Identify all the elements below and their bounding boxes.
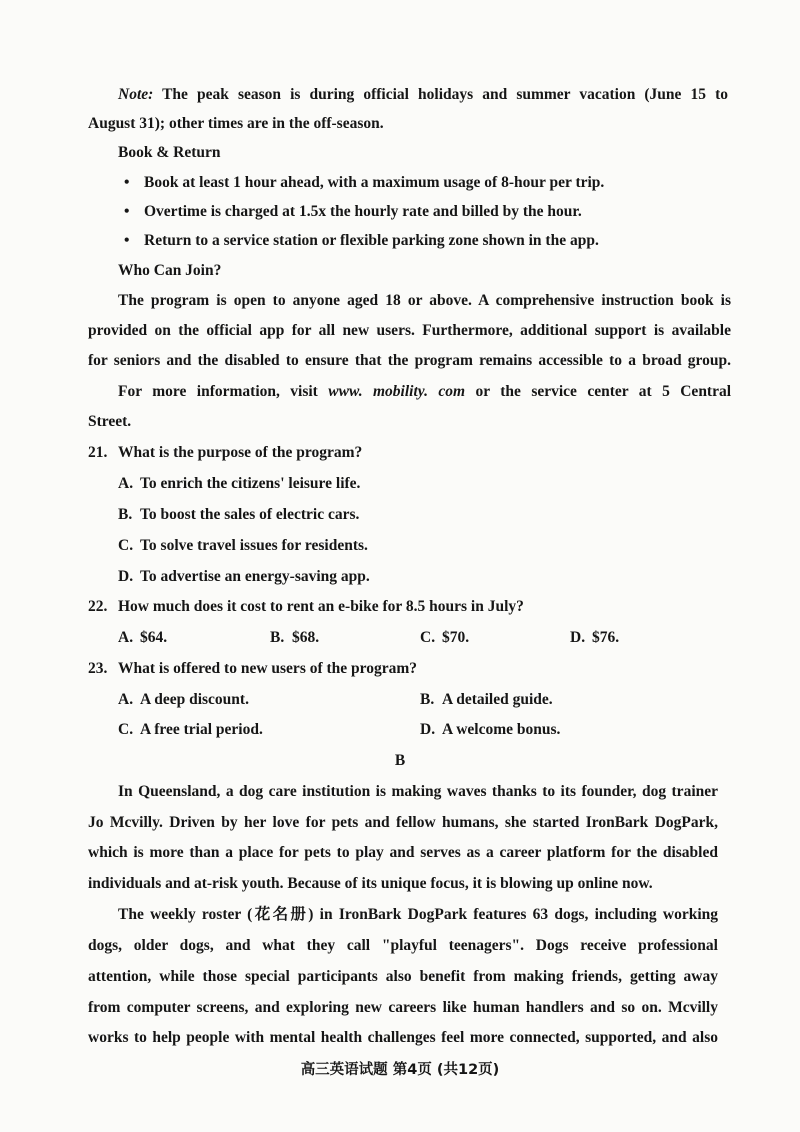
option-21-b[interactable]: B. To boost the sales of electric cars. <box>118 506 360 523</box>
bullet-dot-icon: • <box>124 203 130 220</box>
option-21-d[interactable]: D. To advertise an energy-saving app. <box>118 568 370 585</box>
join-para-line: provided on the official app for all new users. Furthermore, additional support is available <box>88 322 731 339</box>
para1-line: In Queensland, a dog care institution is making waves thanks to its founder, dog trainer <box>118 783 718 800</box>
option-22-b[interactable]: B. $68. <box>270 629 320 646</box>
para1-line: individuals and at-risk youth. Because of its unique focus, it is blowing up online now. <box>88 875 653 892</box>
option-22-c[interactable]: C. $70. <box>420 629 470 646</box>
bullet-dot-icon: • <box>124 174 130 191</box>
bullet-item: • Overtime is charged at 1.5x the hourly rate and billed by the hour. <box>124 203 582 220</box>
note-line-2: August 31); other times are in the off-season. <box>88 115 384 132</box>
option-23-c[interactable]: C. A free trial period. <box>118 721 263 738</box>
para2-line: The weekly roster (花名册) in IronBark DogPark features 63 dogs, including working <box>118 906 718 923</box>
book-return-heading: Book & Return <box>118 144 221 161</box>
para1-line: which is more than a place for pets to play and serves as a career platform for the disabled <box>88 844 718 861</box>
bullet-item: • Return to a service station or flexible parking zone shown in the app. <box>124 232 599 249</box>
para1-line: Jo Mcvilly. Driven by her love for pets and fellow humans, she started IronBark DogPark, <box>88 814 718 831</box>
option-22-d[interactable]: D. $76. <box>570 629 620 646</box>
question-22: 22. How much does it cost to rent an e-bike for 8.5 hours in July? <box>88 598 524 615</box>
option-21-c[interactable]: C. To solve travel issues for residents. <box>118 537 368 554</box>
page-footer: 高三英语试题 第4页 (共12页) <box>300 1062 500 1078</box>
more-info-line-2: Street. <box>88 413 132 430</box>
bullet-item: • Book at least 1 hour ahead, with a maximum usage of 8-hour per trip. <box>124 174 605 191</box>
para2-line: works to help people with mental health challenges feel more connected, supported, and also <box>88 1029 718 1046</box>
website-link[interactable]: www. mobility. com <box>328 383 466 400</box>
bullet-dot-icon: • <box>124 232 130 249</box>
question-21: 21. What is the purpose of the program? <box>88 444 363 461</box>
note-line-1 <box>118 85 728 105</box>
who-can-join-heading: Who Can Join? <box>118 262 222 279</box>
note-label: Note: <box>118 86 154 103</box>
option-23-d[interactable]: D. A welcome bonus. <box>420 721 561 738</box>
option-23-a[interactable]: A. A deep discount. <box>118 691 249 708</box>
question-23: 23. What is offered to new users of the program? <box>88 660 418 677</box>
option-23-b[interactable]: B. A detailed guide. <box>420 691 553 708</box>
more-info-line: For more information, visit www. mobility. com or the service center at 5 Central <box>118 383 732 400</box>
para2-line: from computer screens, and exploring new careers like human handlers and so on. Mcvilly <box>88 999 718 1016</box>
para2-line: dogs, older dogs, and what they call "playful teenagers". Dogs receive professional <box>88 937 718 954</box>
option-22-a[interactable]: A. $64. <box>118 629 168 646</box>
join-para-line: The program is open to anyone aged 18 or above. A comprehensive instruction book is <box>118 292 731 309</box>
option-21-a[interactable]: A. To enrich the citizens' leisure life. <box>118 475 361 492</box>
join-para-line: for seniors and the disabled to ensure that the program remains accessible to a broad group. <box>88 352 731 369</box>
para2-line: attention, while those special participants also benefit from making friends, getting away <box>88 968 718 985</box>
note-text: The peak season is during official holidays and summer vacation (June 15 to <box>162 86 728 103</box>
section-b-heading: B <box>394 752 406 769</box>
